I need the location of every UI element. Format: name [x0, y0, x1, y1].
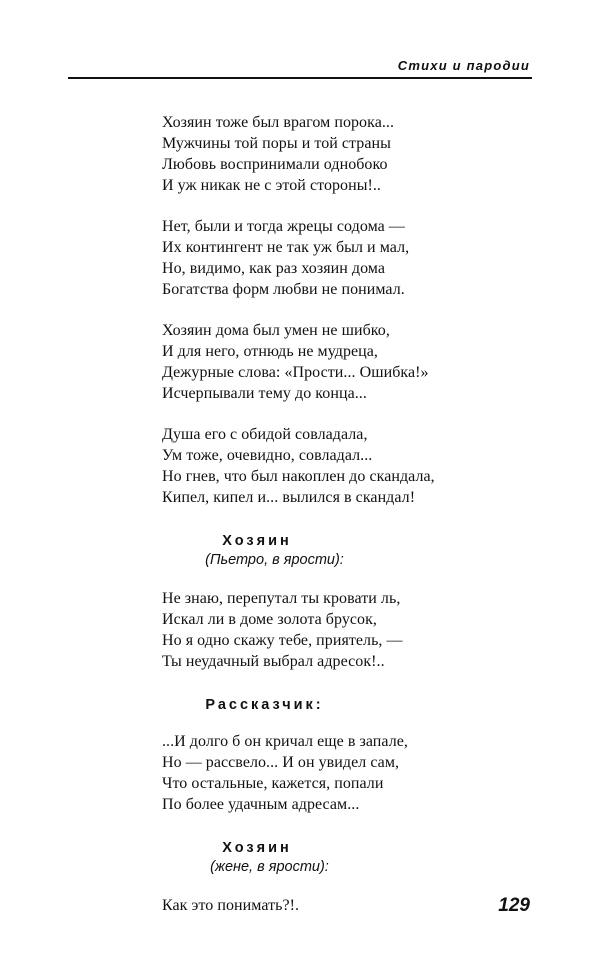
verse-line: Не знаю, перепутал ты кровати ль,	[162, 590, 401, 607]
verse-line: Хозяин дома был умен не шибко,	[162, 322, 390, 339]
stanza	[162, 112, 542, 196]
stanza	[162, 320, 542, 404]
verse-line: И для него, отнюдь не мудреца,	[162, 343, 378, 360]
speaker-name: Хозяин	[222, 840, 292, 856]
verse-line: Как это понимать?!.	[162, 897, 300, 914]
stage-direction: (Пьетро, в ярости):	[205, 552, 344, 568]
stanza	[162, 731, 542, 815]
verse-line: Но, видимо, как раз хозяин дома	[162, 260, 386, 277]
poem-body	[162, 112, 542, 936]
verse-line: Любовь воспринимали однобоко	[162, 156, 388, 173]
verse-line: Богатства форм любви не понимал.	[162, 281, 405, 298]
verse-line: Хозяин тоже был врагом порока...	[162, 114, 394, 131]
verse-line: Нет, были и тогда жрецы содома —	[162, 218, 405, 235]
verse-line: Ум тоже, очевидно, совладал...	[162, 447, 373, 464]
stanza	[162, 895, 542, 916]
verse-line: Их контингент не так уж был и мал,	[162, 239, 410, 256]
verse-line: Исчерпывали тему до конца...	[162, 385, 367, 402]
verse-line: И уж никак не с этой стороны!..	[162, 177, 381, 194]
header-rule	[68, 77, 532, 79]
verse-line: Ты неудачный выбрал адресок!..	[162, 653, 385, 670]
verse-line: Но я одно скажу тебе, приятель, —	[162, 632, 403, 649]
stanza	[162, 424, 542, 508]
verse-line: Дежурные слова: «Прости... Ошибка!»	[162, 364, 429, 381]
verse-line: Но — рассвело... И он увидел сам,	[162, 754, 400, 771]
verse-line: Кипел, кипел и... вылился в скандал!	[162, 489, 416, 506]
verse-line: Искал ли в доме золота брусок,	[162, 611, 377, 628]
verse-line: Что остальные, кажется, попали	[162, 775, 384, 792]
stage-direction: (жене, в ярости):	[210, 859, 329, 875]
speaker-name: Хозяин	[222, 533, 292, 549]
page-number: 129	[498, 895, 530, 916]
verse-line: По более удачным адресам...	[162, 796, 360, 813]
stanza	[162, 588, 542, 672]
stanza	[162, 216, 542, 300]
verse-line: Мужчины той поры и той страны	[162, 135, 391, 152]
running-header: Стихи и пародии	[397, 58, 530, 73]
verse-line: Душа его с обидой совладала,	[162, 426, 368, 443]
verse-line: Но гнев, что был накоплен до скандала,	[162, 468, 435, 485]
verse-line: ...И долго б он кричал еще в запале,	[162, 733, 408, 750]
speaker-name: Рассказчик:	[205, 697, 324, 713]
